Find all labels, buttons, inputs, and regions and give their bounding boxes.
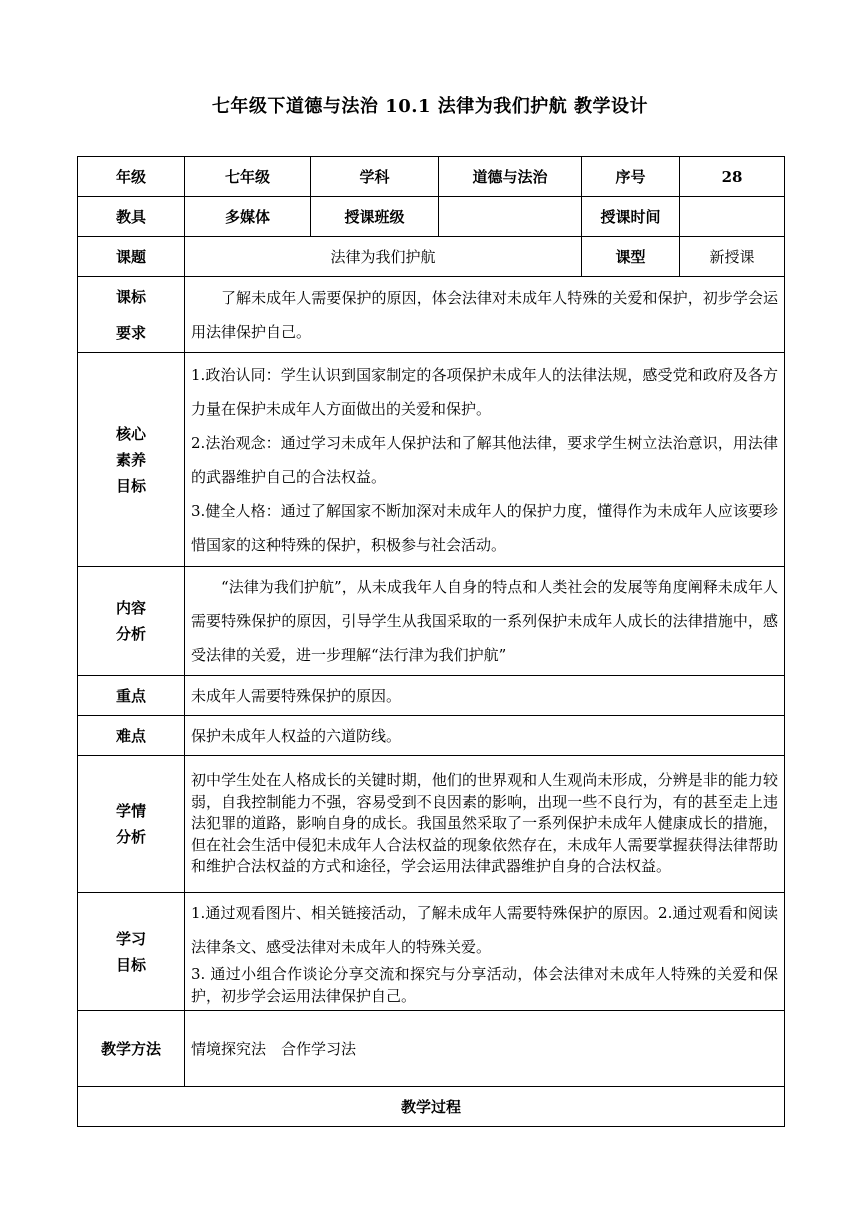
standard-label [78, 277, 185, 353]
goals-label [78, 893, 185, 1011]
difficult-text: 保护未成年人权益的六道防线。 [185, 716, 785, 756]
method-text-cell [185, 1011, 785, 1087]
goals-item-1: 1.通过观看图片、相关链接活动，了解未成年人需要特殊保护的原因。2.通过观看和阅读法律条文、感受法律对未成年人的特殊关爱。 [191, 904, 778, 956]
method-1: 情境探究法 [191, 1040, 267, 1058]
core-label-line1: 核心 [115, 424, 146, 443]
table-row [78, 197, 785, 237]
table-row [78, 676, 785, 716]
content-text-cell [185, 567, 785, 676]
tools-value: 多媒体 [185, 197, 311, 237]
standard-label-line1: 课标 [115, 287, 146, 306]
core-text-cell [185, 353, 785, 567]
subject-value: 道德与法治 [439, 157, 582, 197]
table-row [78, 1087, 785, 1127]
content-label-line1: 内容 [115, 599, 146, 617]
key-label: 重点 [78, 676, 185, 716]
lesson-plan-table [77, 156, 785, 1127]
type-label: 课型 [582, 237, 680, 277]
goals-label-line1: 学习 [115, 929, 146, 948]
goals-label-line2: 目标 [115, 955, 146, 974]
grade-value: 七年级 [185, 157, 311, 197]
learner-text-cell [185, 756, 785, 893]
table-row [78, 1011, 785, 1087]
learner-label-line2: 分析 [115, 828, 146, 846]
class-label: 授课班级 [311, 197, 439, 237]
table-row [78, 893, 785, 1011]
standard-text-cell [185, 277, 785, 353]
grade-label: 年级 [78, 157, 185, 197]
goals-item-2: 3. 通过小组合作谈论分享交流和探究与分享活动，体会法律对未成年人特殊的关爱和保护，初步学会运用法律保护自己。 [191, 965, 778, 1005]
core-item-1: 1.政治认同：学生认识到国家制定的各项保护未成年人的法律法规，感受党和政府及各方力量在保护未成年人方面做出的关爱和保护。 [191, 365, 778, 418]
key-text: 未成年人需要特殊保护的原因。 [185, 676, 785, 716]
method-label: 教学方法 [78, 1011, 185, 1087]
table-row [78, 716, 785, 756]
content-label [78, 567, 185, 676]
goals-text-cell [185, 893, 785, 1011]
learner-label-line1: 学情 [115, 802, 146, 820]
core-item-3: 3.健全人格：通过了解国家不断加深对未成年人的保护力度，懂得作为未成年人应该要珍惜国家的这种特殊的保护，积极参与社会活动。 [191, 501, 778, 554]
table-row [78, 237, 785, 277]
class-value [439, 197, 582, 237]
document-title: 七年级下道德与法治 10.1 法律为我们护航 教学设计 [211, 96, 649, 117]
time-label: 授课时间 [582, 197, 680, 237]
standard-text: 了解未成年人需要保护的原因，体会法律对未成年人特殊的关爱和保护，初步学会运用法律保护自己。 [191, 288, 778, 341]
core-label-line2: 素养 [115, 450, 146, 469]
time-value [680, 197, 785, 237]
topic-value: 法律为我们护航 [185, 237, 582, 277]
table-row [78, 157, 785, 197]
learner-text: 初中学生处在人格成长的关键时期，他们的世界观和人生观尚未形成，分辨是非的能力较弱，自我控制能力不强，容易受到不良因素的影响，出现一些不良行为，有的甚至走上违法犯罪的道路，影响自身的成长。我国虽然采取了一系列保护未成年人健康成长的措施，但在社会生活中侵犯未成年人合法权益的现象依然存在，未成年人需要掌握获得法律帮助和维护合法权益的方式和途径，学会运用法律武器维护自身的合法权益。 [191, 771, 778, 876]
method-2: 合作学习法 [281, 1040, 357, 1058]
subject-label: 学科 [311, 157, 439, 197]
core-label-line3: 目标 [115, 476, 146, 495]
content-text: “法律为我们护航”，从未成我年人自身的特点和人类社会的发展等角度阐释未成年人需要特殊保护的原因，引导学生从我国采取的一系列保护未成年人成长的法律措施中，感受法律的关爱，进一步理解“法行津为我们护航” [191, 578, 778, 664]
sequence-label: 序号 [582, 157, 680, 197]
core-label [78, 353, 185, 567]
topic-label: 课题 [78, 237, 185, 277]
learner-label [78, 756, 185, 893]
difficult-label: 难点 [78, 716, 185, 756]
core-item-2: 2.法治观念：通过学习未成年人保护法和了解其他法律，要求学生树立法治意识，用法律的武器维护自己的合法权益。 [191, 433, 778, 486]
content-label-line2: 分析 [115, 625, 146, 643]
tools-label: 教具 [78, 197, 185, 237]
process-heading: 教学过程 [78, 1087, 785, 1127]
table-row [78, 756, 785, 893]
type-value: 新授课 [680, 237, 785, 277]
table-row [78, 277, 785, 353]
sequence-value: 28 [680, 157, 785, 197]
table-row [78, 567, 785, 676]
standard-label-line2: 要求 [115, 323, 146, 342]
table-row [78, 353, 785, 567]
